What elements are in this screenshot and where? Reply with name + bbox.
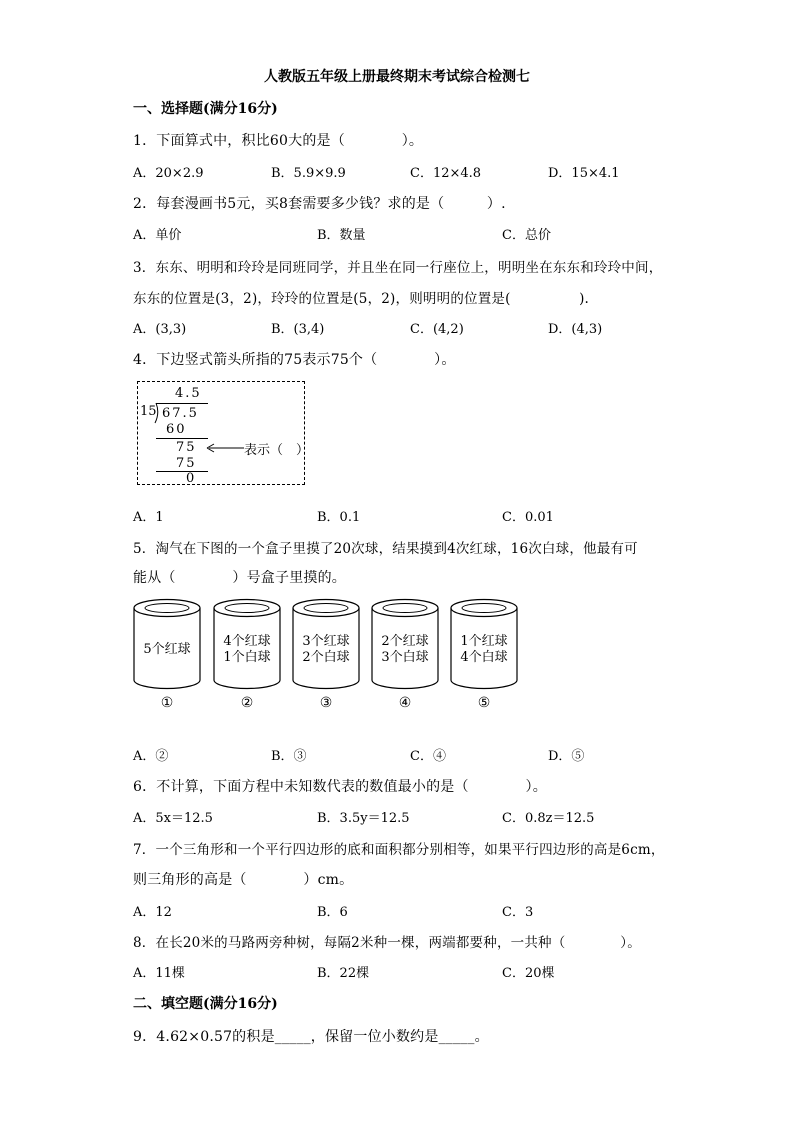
arrow-label: 表示（ ） bbox=[244, 443, 310, 458]
question-6: 6．不计算，下面方程中未知数代表的数值最小的是（ ）。 bbox=[133, 779, 547, 795]
box-2-number: ② bbox=[240, 695, 254, 711]
q3-option-b[interactable]: B．(3,4) bbox=[271, 322, 325, 337]
q4-option-b[interactable]: B．0.1 bbox=[317, 510, 361, 525]
q7-option-a[interactable]: A．12 bbox=[133, 905, 172, 920]
q6-option-a[interactable]: A．5x＝12.5 bbox=[133, 811, 213, 826]
q6-option-b[interactable]: B．3.5y＝12.5 bbox=[317, 811, 410, 826]
division-dividend: 67.5 bbox=[162, 406, 199, 421]
box-3-number: ③ bbox=[319, 695, 333, 711]
q2-option-c[interactable]: C．总价 bbox=[502, 228, 551, 243]
q3-option-d[interactable]: D．(4,3) bbox=[548, 322, 603, 337]
q2-option-b[interactable]: B．数量 bbox=[317, 228, 366, 243]
division-quotient: 4.5 bbox=[175, 386, 202, 401]
division-divisor: 15 bbox=[140, 404, 157, 419]
long-division-diagram bbox=[137, 381, 310, 486]
box-2-red: 4个红球 bbox=[223, 634, 271, 649]
box-2-white: 1个白球 bbox=[223, 650, 271, 665]
q5-option-c[interactable]: C．④ bbox=[410, 749, 446, 764]
q1-option-a[interactable]: A．20×2.9 bbox=[133, 166, 204, 181]
section-heading-choice: 一、选择题(满分16分) bbox=[133, 101, 278, 117]
division-remainder: 0 bbox=[186, 471, 197, 486]
box-1 bbox=[132, 598, 202, 690]
question-5-line-2: 能从（ ）号盒子里摸的。 bbox=[133, 570, 346, 586]
question-5-line-1: 5．淘气在下图的一个盒子里摸了20次球，结果摸到4次红球，16次白球，他最有可 bbox=[133, 541, 638, 557]
q8-option-b[interactable]: B．22棵 bbox=[317, 966, 370, 981]
question-3-line-1: 3．东东、明明和玲玲是同班同学，并且坐在同一行座位上，明明坐在东东和玲玲中间， bbox=[133, 260, 663, 276]
q1-option-c[interactable]: C．12×4.8 bbox=[410, 166, 482, 181]
box-1-number: ① bbox=[160, 695, 174, 711]
q5-option-d[interactable]: D．⑤ bbox=[548, 749, 585, 764]
division-step-1: 60 bbox=[166, 422, 187, 437]
box-4 bbox=[370, 598, 440, 690]
division-bracket bbox=[152, 402, 160, 424]
division-step-3: 75 bbox=[176, 456, 197, 471]
q3-option-a[interactable]: A．(3,3) bbox=[133, 322, 187, 337]
box-3-red: 3个红球 bbox=[302, 634, 350, 649]
box-4-red: 2个红球 bbox=[381, 634, 429, 649]
division-line-1 bbox=[156, 438, 208, 439]
q7-option-b[interactable]: B．6 bbox=[317, 905, 348, 920]
arrow-left-icon bbox=[206, 440, 246, 456]
box-5 bbox=[449, 598, 519, 690]
question-7-line-2: 则三角形的高是（ ）cm。 bbox=[133, 872, 354, 888]
question-3-line-2: 东东的位置是(3，2)，玲玲的位置是(5，2)，则明明的位置是( ). bbox=[133, 291, 590, 307]
question-9: 9．4.62×0.57的积是_____，保留一位小数约是_____。 bbox=[133, 1029, 489, 1045]
q5-option-a[interactable]: A．② bbox=[133, 749, 169, 764]
q7-option-c[interactable]: C．3 bbox=[502, 905, 534, 920]
box-5-red: 1个红球 bbox=[460, 634, 508, 649]
box-4-white: 3个白球 bbox=[381, 650, 429, 665]
q3-option-c[interactable]: C．(4,2) bbox=[410, 322, 464, 337]
question-1: 1．下面算式中，积比60大的是（ ）。 bbox=[133, 133, 424, 149]
q8-option-c[interactable]: C．20棵 bbox=[502, 966, 555, 981]
box-4-number: ④ bbox=[398, 695, 412, 711]
division-bar bbox=[156, 403, 208, 404]
q1-option-d[interactable]: D．15×4.1 bbox=[548, 166, 620, 181]
section-heading-fill: 二、填空题(满分16分) bbox=[133, 996, 278, 1012]
box-1-red: 5个红球 bbox=[143, 642, 191, 657]
page-title: 人教版五年级上册最终期末考试综合检测七 bbox=[264, 69, 530, 85]
question-2: 2．每套漫画书5元，买8套需要多少钱？求的是（ ）. bbox=[133, 196, 506, 212]
q8-option-a[interactable]: A．11棵 bbox=[133, 966, 185, 981]
question-4: 4．下边竖式箭头所指的75表示75个（ ）。 bbox=[133, 352, 456, 368]
box-5-number: ⑤ bbox=[477, 695, 491, 711]
question-7-line-1: 7．一个三角形和一个平行四边形的底和面积都分别相等，如果平行四边形的高是6cm， bbox=[133, 842, 665, 858]
q5-option-b[interactable]: B．③ bbox=[271, 749, 307, 764]
box-3 bbox=[291, 598, 361, 690]
q1-option-b[interactable]: B．5.9×9.9 bbox=[271, 166, 346, 181]
box-2 bbox=[212, 598, 282, 690]
q6-option-c[interactable]: C．0.8z＝12.5 bbox=[502, 811, 595, 826]
box-5-white: 4个白球 bbox=[460, 650, 508, 665]
q4-option-a[interactable]: A．1 bbox=[133, 510, 164, 525]
question-8: 8．在长20米的马路两旁种树，每隔2米种一棵，两端都要种，一共种（ ）。 bbox=[133, 935, 641, 951]
q2-option-a[interactable]: A．单价 bbox=[133, 228, 182, 243]
division-line-2 bbox=[156, 471, 208, 472]
box-3-white: 2个白球 bbox=[302, 650, 350, 665]
division-step-2: 75 bbox=[176, 440, 197, 455]
q4-option-c[interactable]: C．0.01 bbox=[502, 510, 554, 525]
